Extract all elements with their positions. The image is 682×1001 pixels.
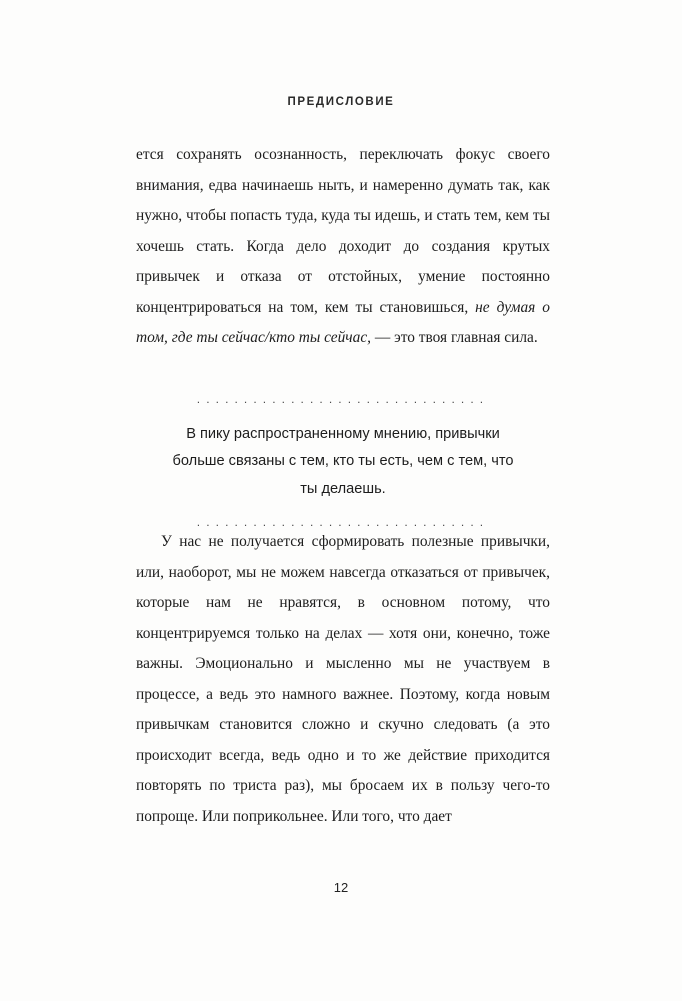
running-head: ПРЕДИСЛОВИЕ [287, 96, 395, 108]
pull-quote-bottom-rule: ............................... [196, 517, 490, 527]
paragraph-italic-phrase: не думая о том, где ты сейчас/кто ты сейчас, [136, 298, 550, 346]
pull-quote-top-rule: ............................... [196, 393, 490, 404]
paragraph-text-part-1: ется сохранять осознанность, переключать фокус своего внимания, едва начинаешь ныть, и намеренно думать так, как нужно, чтобы попасть туда, куда ты идешь, и стать тем, кем ты хочешь стать. Когда дело доходит до создания крутых привычек и отказа от отстойных, умение постоянно концентрироваться на том, кем ты становишься, [136, 146, 550, 316]
paragraph-text-part-2: — это твоя главная сила. [371, 329, 538, 346]
paragraph-second: У нас не получается сформировать полезные привычки, или, наоборот, мы не можем навсегда отказаться от привычек, которые нам не нравятся, в основном потому, что концентрируемся только на делах — хотя они, конечно, тоже важны. Эмоционально и мысленно мы не участвуем в процессе, а ведь это намного важнее. Поэтому, когда новым привычкам становится сложно и скучно следовать (а это происходит всегда, ведь одно и то же действие приходится повторять по триста раз), мы бросаем их в пользу чего-то попроще. Или поприкольнее. Или того, что дает [136, 533, 550, 825]
page-number: 12 [333, 880, 349, 895]
paragraph-continuation [136, 140, 550, 354]
pull-quote-block [136, 394, 550, 528]
page-content [136, 140, 550, 832]
pull-quote-text: В пику распространенному мнению, привычки больше связаны с тем, кто ты есть, чем с тем, что ты делаешь. [172, 425, 514, 497]
